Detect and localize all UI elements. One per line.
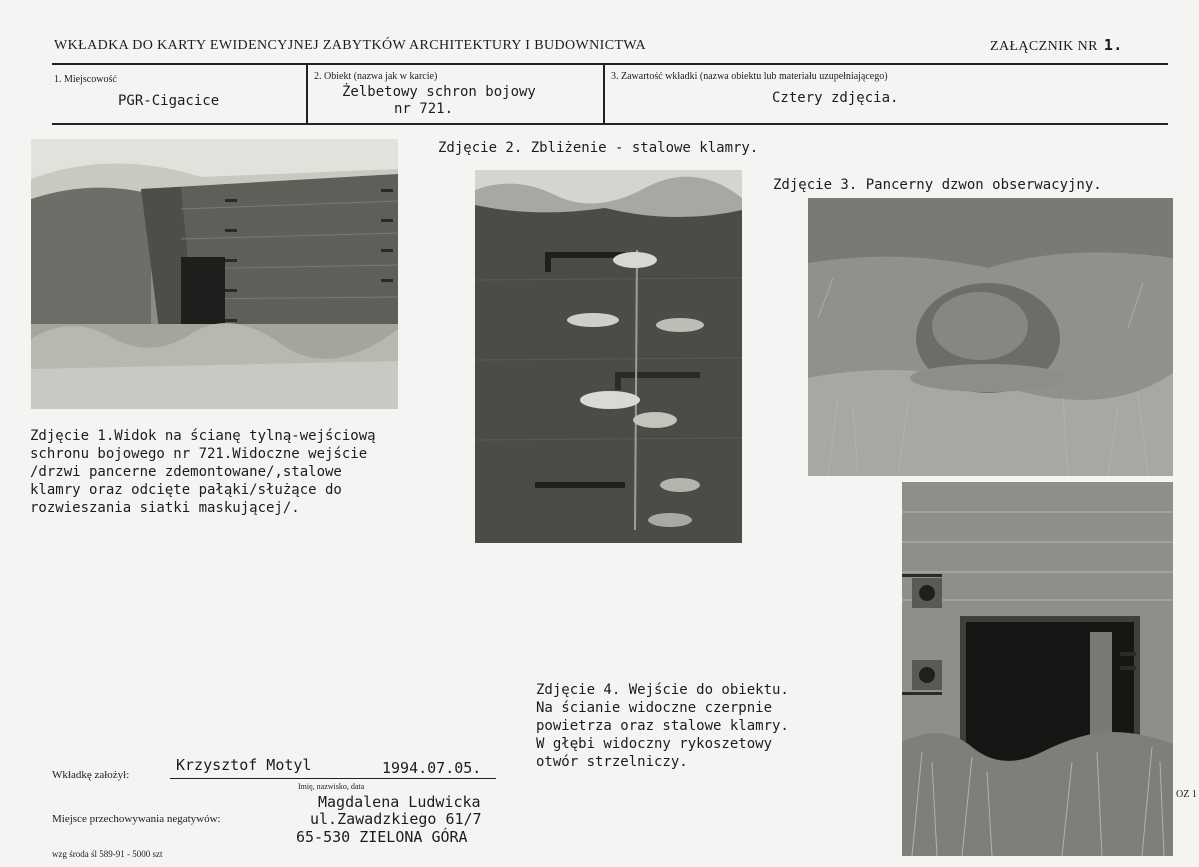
- field-divider-1: [306, 64, 308, 123]
- annex-label-group: [990, 36, 1123, 55]
- content-value: Cztery zdjęcia.: [772, 90, 899, 106]
- edge-text: OZ 1: [1176, 789, 1197, 800]
- header-rule-top: [52, 63, 1168, 65]
- created-by-underline: [170, 778, 496, 779]
- photo-2-steel-clamps: [475, 170, 742, 543]
- object-label: 2. Obiekt (nazwa jak w karcie): [314, 71, 438, 82]
- print-note: wzg środa śl 589-91 - 5000 szt: [52, 849, 163, 859]
- place-value: PGR-Cigacice: [118, 93, 220, 109]
- negatives-line2: ul.Zawadzkiego 61/7: [310, 810, 482, 828]
- photo-1-bunker-rear-wall: [31, 139, 398, 409]
- photo-4-caption: Zdjęcie 4. Wejście do obiektu. Na ścianie widoczne czerpnie powietrza oraz stalowe klamry. W głębi widoczny rykoszetowy otwór strzelniczy.: [536, 682, 789, 770]
- negatives-line1: Magdalena Ludwicka: [318, 793, 481, 811]
- photo-4-entrance: [902, 482, 1173, 856]
- created-by-name: Krzysztof Motyl: [176, 756, 312, 774]
- header-rule-bottom: [52, 123, 1168, 125]
- annex-number: 1.: [1103, 36, 1123, 54]
- form-title: WKŁADKA DO KARTY EWIDENCYJNEJ ZABYTKÓW ARCHITEKTURY I BUDOWNICTWA: [54, 38, 646, 53]
- photo-3-caption: Zdjęcie 3. Pancerny dzwon obserwacyjny.: [773, 177, 1102, 193]
- content-label: 3. Zawartość wkładki (nazwa obiektu lub materiału uzupełniającego): [611, 71, 888, 82]
- field-divider-2: [603, 64, 605, 123]
- created-by-date: 1994.07.05.: [382, 759, 482, 777]
- negatives-label: Miejsce przechowywania negatywów:: [52, 813, 221, 825]
- object-value-line2: nr 721.: [394, 101, 454, 117]
- created-by-label: Wkładkę założył:: [52, 769, 130, 781]
- place-label: 1. Miejscowość: [54, 74, 117, 85]
- photo-1-caption: Zdjęcie 1.Widok na ścianę tylną-wejściową schronu bojowego nr 721.Widoczne wejście /drzwi pancerne zdemontowane/,stalowe klamry oraz odcięte pałąki/służące do rozwieszania siatki maskującej/.: [30, 428, 376, 516]
- annex-label: ZAŁĄCZNIK NR: [990, 39, 1098, 54]
- photo-2-caption: Zdjęcie 2. Zbliżenie - stalowe klamry.: [438, 140, 759, 156]
- negatives-line3: 65-530 ZIELONA GÓRA: [296, 828, 468, 846]
- object-value-line1: Żelbetowy schron bojowy: [342, 84, 536, 100]
- created-by-sublabel: Imię, nazwisko, data: [298, 782, 365, 791]
- photo-3-observation-bell: [808, 198, 1173, 476]
